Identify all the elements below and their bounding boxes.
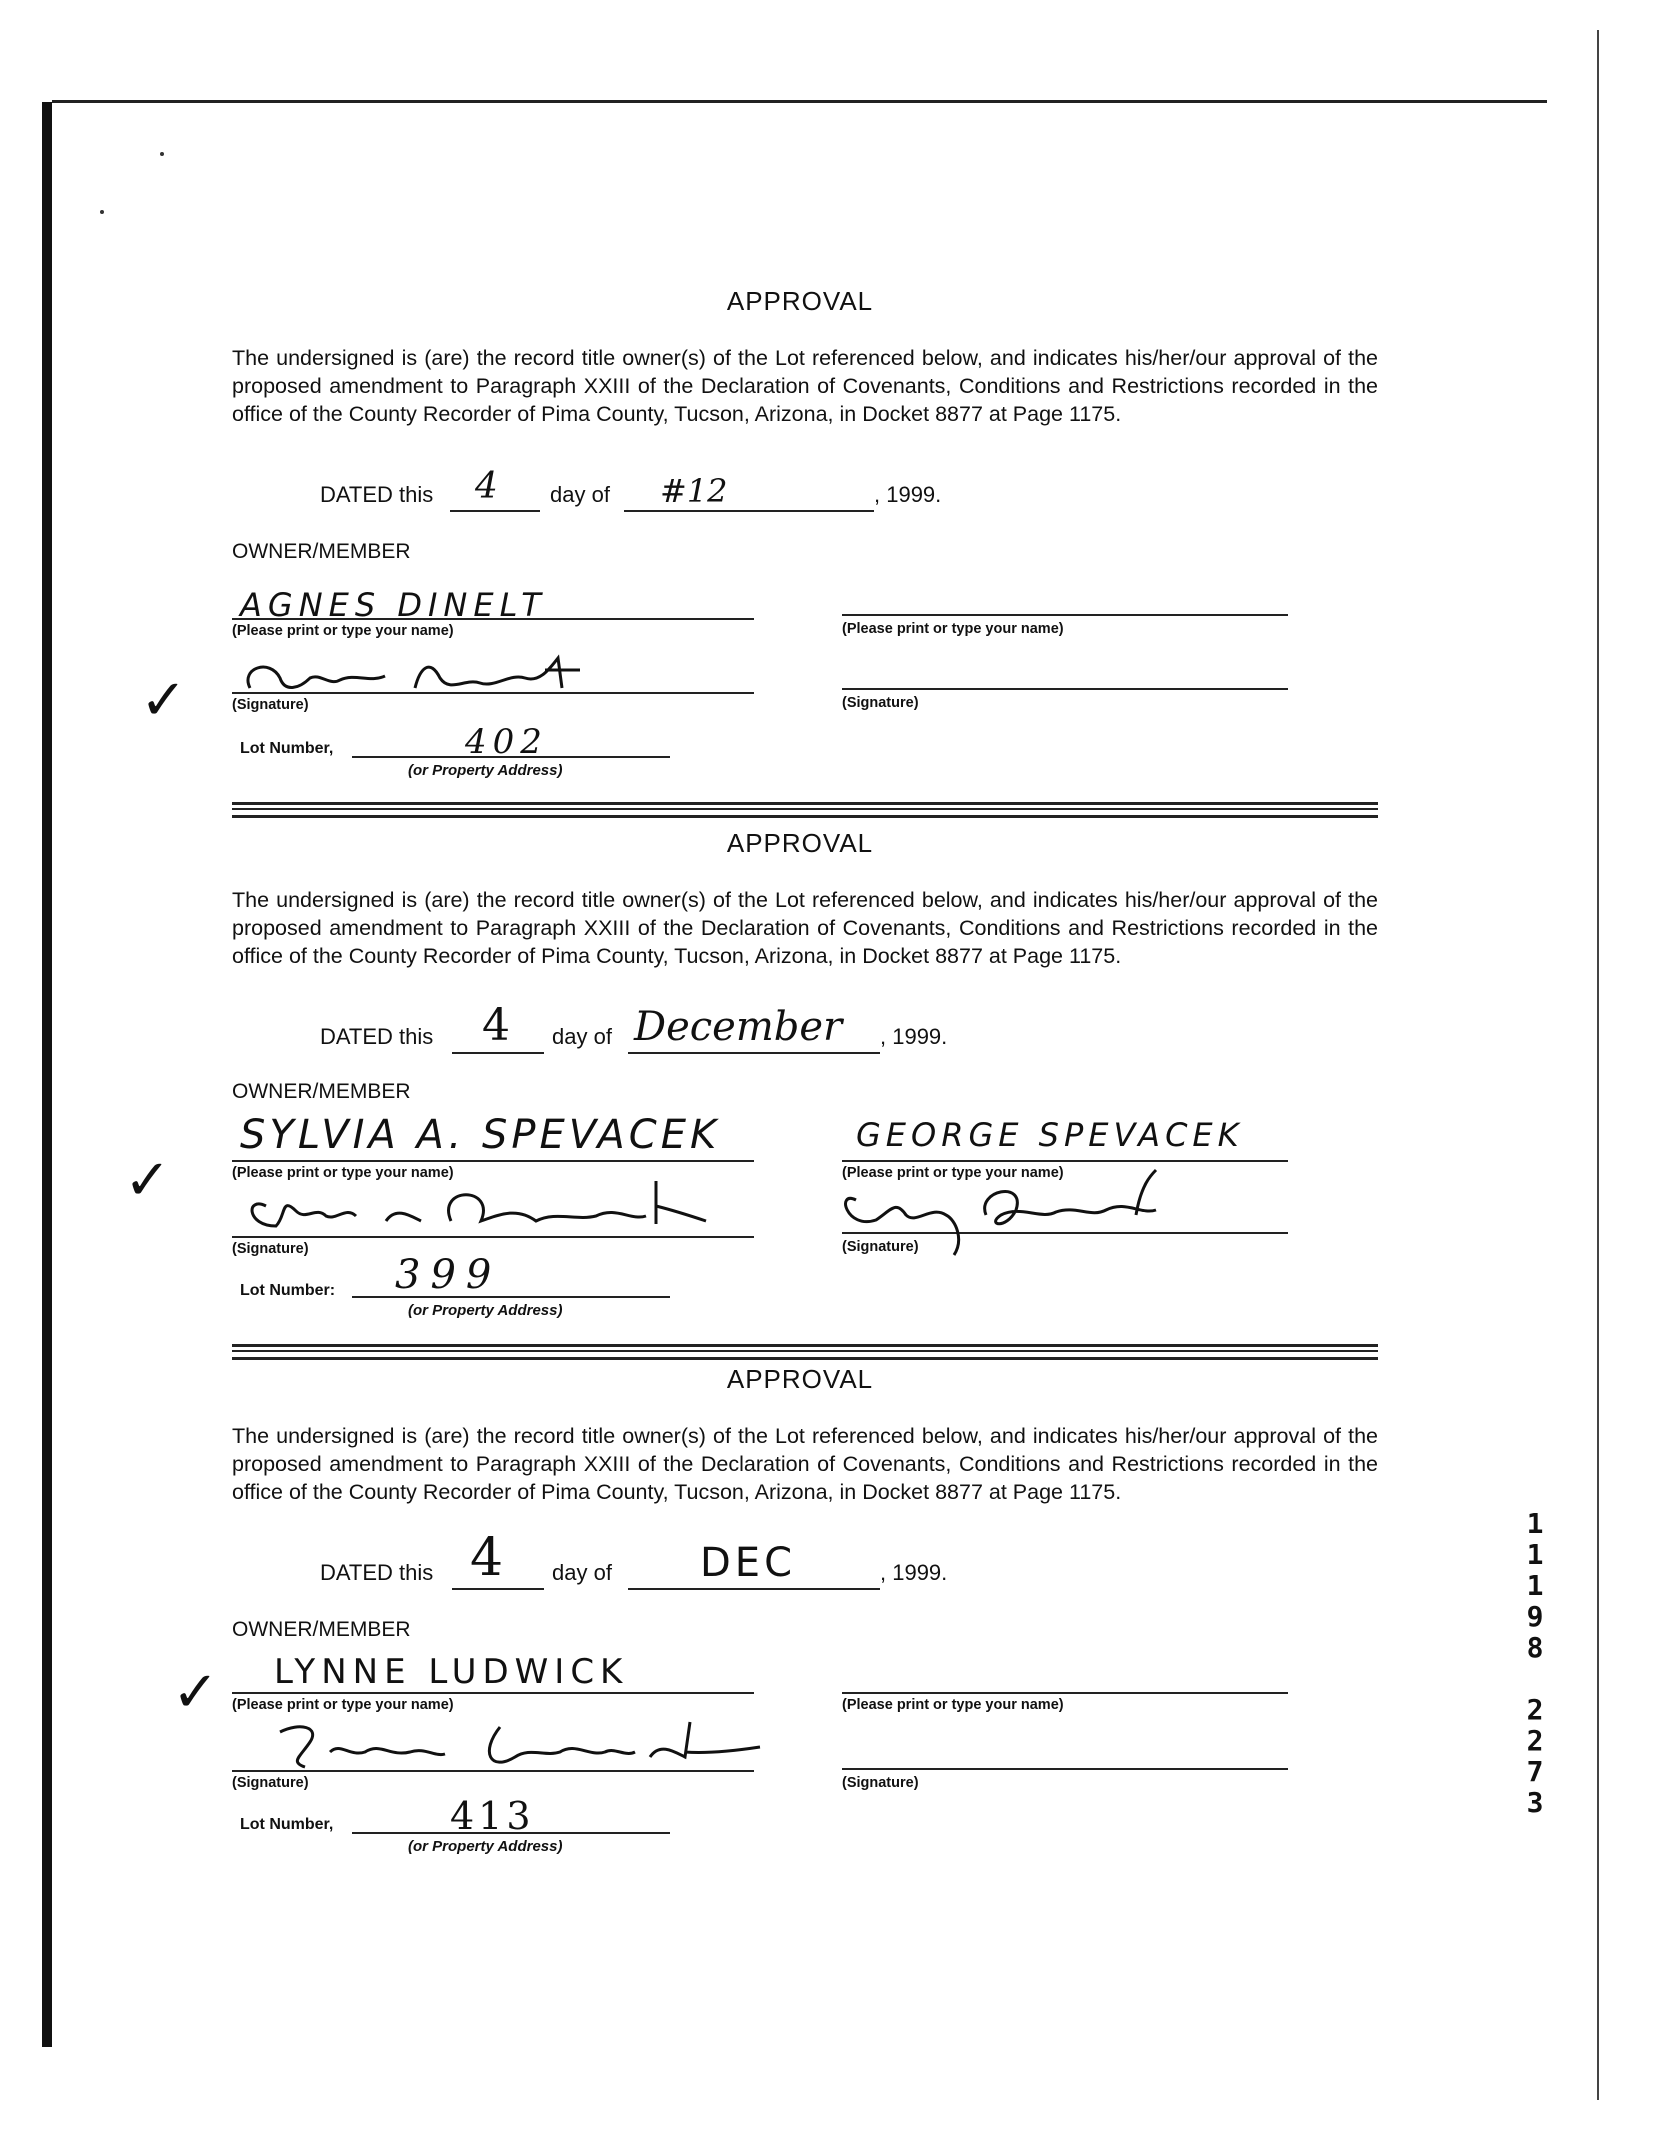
owner1-name-line — [232, 1692, 754, 1694]
lot-number-label: Lot Number, — [240, 1816, 334, 1833]
approval-paragraph: The undersigned is (are) the record title owner(s) of the Lot referenced below, and indicates his/her/our approval of the proposed amendment to Paragraph XXIII of the Declaration of Covenants, Conditions and Restrictions recorded in the office of the County Recorder of Pima County, Tucson, Arizona, in Docket 8877 at Page 1175. — [232, 888, 1378, 968]
approval-heading: APPROVAL — [726, 286, 874, 316]
stamp-digit: 3 — [1526, 1786, 1544, 1819]
day-of-label: day of — [552, 1024, 612, 1049]
signature-label-2: (Signature) — [842, 1775, 919, 1791]
signature-label: (Signature) — [232, 1241, 309, 1257]
year-label: , 1999. — [874, 482, 942, 507]
owner1-signature — [270, 1712, 770, 1787]
owner1-name-handwritten: AGNES DINELT — [240, 586, 547, 624]
owner1-signature — [236, 1176, 706, 1251]
month-line — [624, 510, 874, 512]
owner1-name-handwritten: SYLVIA A. SPEVACEK — [240, 1112, 721, 1158]
owner-member-label: OWNER/MEMBER — [232, 1618, 411, 1641]
lot-number-handwritten: 399 — [395, 1252, 502, 1298]
day-line — [452, 1052, 544, 1054]
approval-heading: APPROVAL — [726, 1364, 874, 1394]
scan-speck — [160, 152, 164, 156]
day-of-label: day of — [552, 1560, 612, 1585]
checkmark: ✓ — [140, 668, 187, 733]
month-handwritten: December — [634, 1004, 843, 1050]
stamp-digit: 1 — [1526, 1538, 1544, 1571]
day-line — [450, 510, 540, 512]
month-handwritten: #12 — [660, 472, 728, 510]
owner2-signature-line — [842, 688, 1288, 690]
lot-number-handwritten: 402 — [465, 722, 548, 762]
owner1-name-handwritten: LYNNE LUDWICK — [274, 1652, 629, 1692]
stamp-gap — [1520, 1663, 1550, 1694]
year-label: , 1999. — [880, 1560, 948, 1585]
stamp-digit: 1 — [1526, 1569, 1544, 1602]
stamp-digit: 2 — [1526, 1693, 1544, 1726]
dated-label: DATED this — [320, 1024, 434, 1049]
print-name-label: (Please print or type your name) — [232, 1165, 454, 1181]
owner2-name-line — [842, 614, 1288, 616]
property-address-label: (or Property Address) — [408, 1302, 563, 1319]
owner-member-label: OWNER/MEMBER — [232, 540, 411, 563]
day-handwritten: 4 — [475, 466, 498, 507]
owner1-name-line — [232, 1160, 754, 1162]
dated-label: DATED this — [320, 1560, 434, 1585]
owner2-name-line — [842, 1692, 1288, 1694]
side-stamp-number — [1520, 1508, 1550, 1818]
lot-number-handwritten: 413 — [450, 1794, 535, 1838]
property-address-label: (or Property Address) — [408, 762, 563, 779]
stamp-digit: 1 — [1526, 1507, 1544, 1540]
signature-label: (Signature) — [232, 1775, 309, 1791]
print-name-label-2: (Please print or type your name) — [842, 1697, 1064, 1713]
day-line — [452, 1588, 544, 1590]
approval-paragraph: The undersigned is (are) the record title owner(s) of the Lot referenced below, and indicates his/her/our approval of the proposed amendment to Paragraph XXIII of the Declaration of Covenants, Conditions and Restrictions recorded in the office of the County Recorder of Pima County, Tucson, Arizona, in Docket 8877 at Page 1175. — [232, 1424, 1378, 1504]
section-separator — [232, 1344, 1378, 1360]
day-of-label: day of — [550, 482, 610, 507]
print-name-label-2: (Please print or type your name) — [842, 621, 1064, 637]
owner-member-label: OWNER/MEMBER — [232, 1080, 411, 1103]
signature-label-2: (Signature) — [842, 1239, 919, 1255]
stamp-digit: 9 — [1526, 1600, 1544, 1633]
print-name-label-2: (Please print or type your name) — [842, 1165, 1064, 1181]
left-scan-bar — [42, 102, 52, 2047]
month-handwritten: DEC — [700, 1540, 797, 1586]
dated-label: DATED this — [320, 482, 434, 507]
signature-label-2: (Signature) — [842, 695, 919, 711]
scan-speck — [100, 210, 104, 214]
lot-number-label: Lot Number, — [240, 740, 334, 757]
checkmark: ✓ — [172, 1660, 219, 1725]
stamp-digit: 8 — [1526, 1631, 1544, 1664]
month-line — [628, 1052, 880, 1054]
stamp-digit: 2 — [1526, 1724, 1544, 1757]
signature-label: (Signature) — [232, 697, 309, 713]
print-name-label: (Please print or type your name) — [232, 1697, 454, 1713]
year-label: , 1999. — [880, 1024, 948, 1049]
owner2-name-line — [842, 1160, 1288, 1162]
top-rule — [52, 100, 1547, 103]
month-line — [628, 1588, 880, 1590]
checkmark: ✓ — [124, 1148, 171, 1213]
owner2-signature-line — [842, 1768, 1288, 1770]
property-address-label: (or Property Address) — [408, 1838, 563, 1855]
approval-heading: APPROVAL — [726, 828, 874, 858]
lot-number-label: Lot Number: — [240, 1282, 336, 1299]
stamp-digit: 7 — [1526, 1755, 1544, 1788]
owner2-name-handwritten: GEORGE SPEVACEK — [856, 1116, 1244, 1154]
day-handwritten: 4 — [482, 1000, 510, 1051]
right-page-edge — [1597, 30, 1599, 2100]
approval-paragraph: The undersigned is (are) the record title owner(s) of the Lot referenced below, and indicates his/her/our approval of the proposed amendment to Paragraph XXIII of the Declaration of Covenants, Conditions and Restrictions recorded in the office of the County Recorder of Pima County, Tucson, Arizona, in Docket 8877 at Page 1175. — [232, 346, 1378, 426]
day-handwritten: 4 — [470, 1528, 504, 1588]
section-separator — [232, 802, 1378, 818]
print-name-label: (Please print or type your name) — [232, 623, 454, 639]
